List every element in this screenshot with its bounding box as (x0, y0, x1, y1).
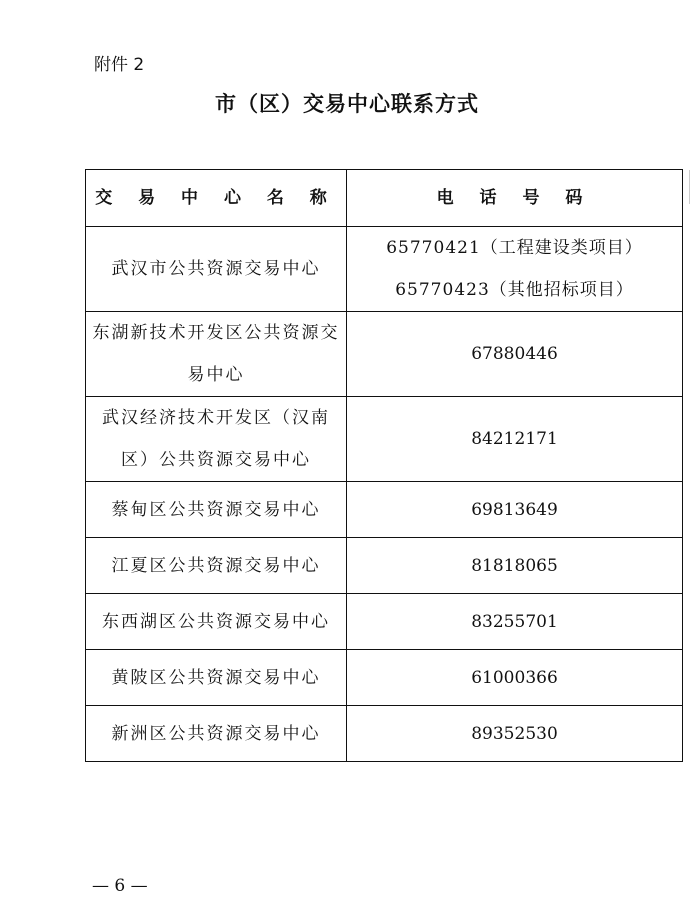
phone-number: 83255701 (347, 594, 683, 650)
center-name: 东西湖区公共资源交易中心 (86, 594, 347, 650)
annex-label: 附件 2 (94, 55, 145, 75)
phone-number: 81818065 (347, 538, 683, 594)
center-name: 新洲区公共资源交易中心 (86, 706, 347, 762)
center-name: 武汉经济技术开发区（汉南区）公共资源交易中心 (86, 397, 347, 482)
phone-number: 65770423（其他招标项目） (395, 280, 634, 300)
phone-number: 61000366 (347, 650, 683, 706)
center-name: 蔡甸区公共资源交易中心 (86, 482, 347, 538)
phone-number: 84212171 (347, 397, 683, 482)
page-number: — 6 — (92, 876, 148, 896)
phone-number: 69813649 (347, 482, 683, 538)
phone-number: 89352530 (347, 706, 683, 762)
center-name: 黄陂区公共资源交易中心 (86, 650, 347, 706)
center-name: 东湖新技术开发区公共资源交易中心 (86, 312, 347, 397)
table-row (86, 397, 683, 482)
table-row (86, 594, 683, 650)
contact-table (85, 169, 683, 762)
table-header-row (86, 170, 683, 227)
table-row (86, 706, 683, 762)
header-center-name: 交 易 中 心 名 称 (86, 170, 347, 227)
table-row (86, 650, 683, 706)
phone-cell (347, 227, 683, 312)
page-title: 市（区）交易中心联系方式 (215, 92, 479, 116)
phone-number: 65770421（工程建设类项目） (386, 238, 643, 258)
header-phone: 电 话 号 码 (347, 170, 683, 227)
page-edge-divider (689, 170, 694, 204)
table-row (86, 538, 683, 594)
phone-number: 67880446 (347, 312, 683, 397)
center-name: 武汉市公共资源交易中心 (86, 227, 347, 312)
table-row (86, 312, 683, 397)
table-row (86, 227, 683, 312)
table-row (86, 482, 683, 538)
center-name: 江夏区公共资源交易中心 (86, 538, 347, 594)
